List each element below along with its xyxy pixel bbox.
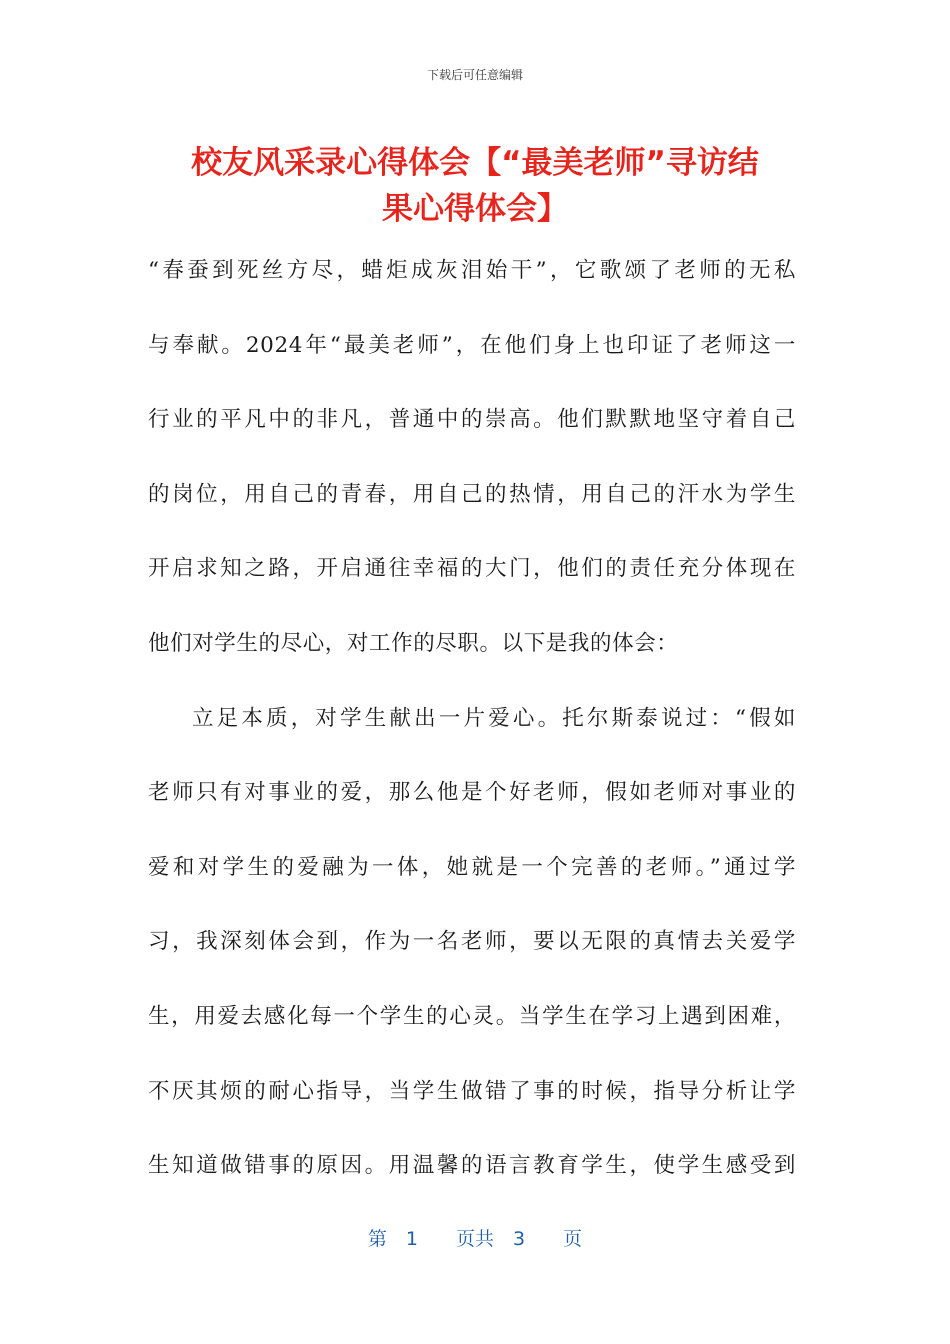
body-line: 爱和对学生的爱融为一体，她就是一个完善的老师。”通过学: [148, 854, 796, 880]
body-line: 开启求知之路，开启通往幸福的大门，他们的责任充分体现在: [148, 556, 796, 582]
body-line: 他们对学生的尽心，对工作的尽职。以下是我的体会：: [148, 630, 679, 656]
body-line: 老师只有对事业的爱，那么他是个好老师，假如老师对事业的: [148, 780, 796, 806]
body-line: 不厌其烦的耐心指导，当学生做错了事的时候，指导分析让学: [148, 1078, 796, 1104]
body-line: 与奉献。2024年“最美老师”，在他们身上也印证了老师这一: [148, 332, 796, 358]
header-note: 下载后可任意编辑: [426, 68, 523, 82]
body-line: 行业的平凡中的非凡，普通中的崇高。他们默默地坚守着自己: [148, 407, 796, 433]
body-line: “春蚕到死丝方尽，蜡炬成灰泪始干”，它歌颂了老师的无私: [148, 258, 796, 283]
title-line-2: 果心得体会】: [382, 191, 568, 227]
body-line: 生知道做错事的原因。用温馨的语言教育学生，使学生感受到: [148, 1153, 796, 1179]
page-number: 第 1 页共 3 页: [367, 1228, 583, 1250]
title-line-1: 校友风采录心得体会【“最美老师”寻访结: [191, 145, 759, 181]
body-line: 生，用爱去感化每一个学生的心灵。当学生在学习上遇到困难，: [148, 1003, 796, 1029]
document-body: [148, 247, 796, 1217]
document-title: [140, 140, 810, 232]
body-line: 立足本质，对学生献出一片爱心。托尔斯泰说过：“假如: [192, 705, 796, 731]
body-line: 习，我深刻体会到，作为一名老师，要以无限的真情去关爱学: [148, 929, 796, 955]
body-line: 的岗位，用自己的青春，用自己的热情，用自己的汗水为学生: [148, 481, 796, 507]
